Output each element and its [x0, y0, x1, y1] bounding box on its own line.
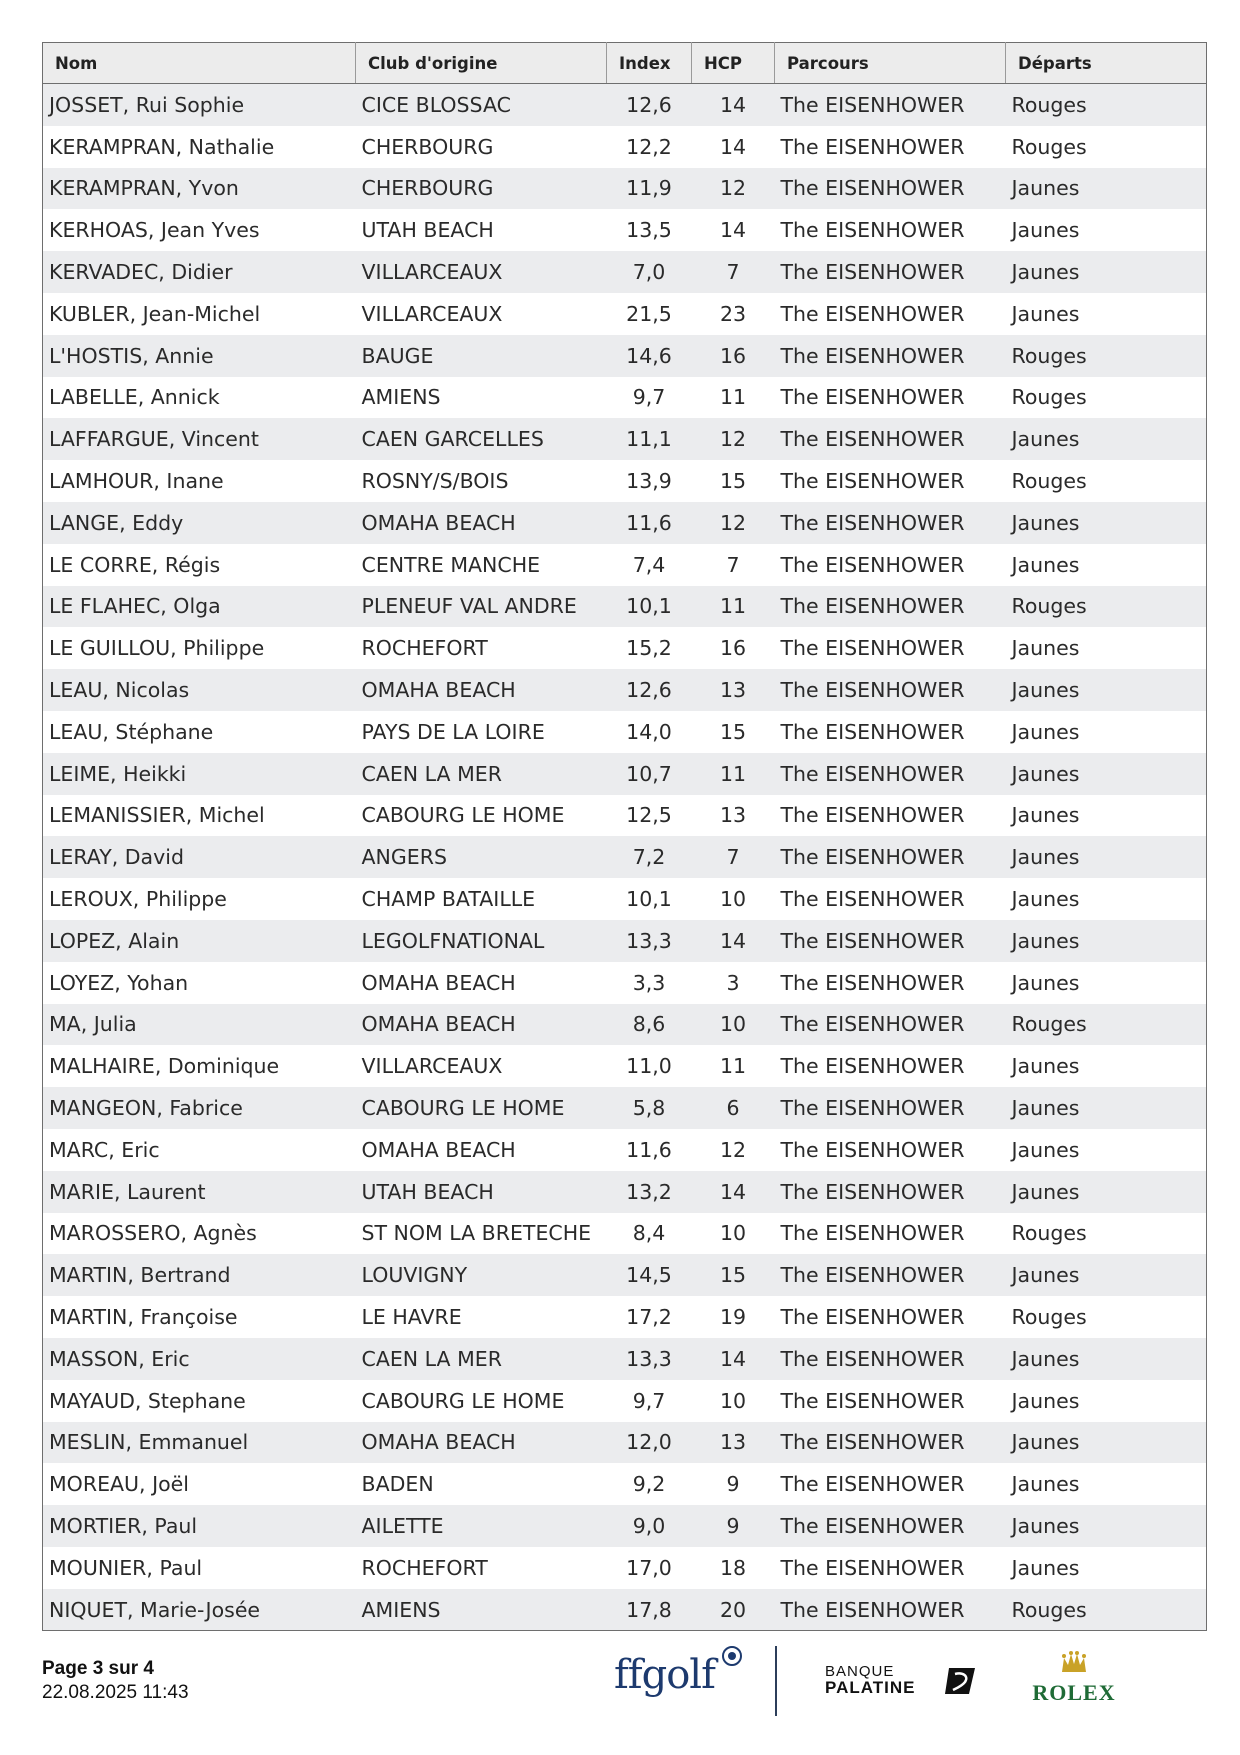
cell-club: AMIENS: [356, 1589, 607, 1631]
cell-hcp: 14: [692, 1171, 775, 1213]
cell-index: 12,6: [607, 84, 692, 126]
cell-club: CAEN LA MER: [356, 1338, 607, 1380]
table-row: [43, 418, 1207, 460]
cell-departs: Rouges: [1006, 1589, 1207, 1631]
cell-hcp: 12: [692, 418, 775, 460]
cell-club: PAYS DE LA LOIRE: [356, 711, 607, 753]
cell-nom: KERAMPRAN, Yvon: [43, 168, 356, 210]
cell-nom: LANGE, Eddy: [43, 502, 356, 544]
cell-index: 12,6: [607, 669, 692, 711]
cell-hcp: 14: [692, 920, 775, 962]
cell-index: 17,2: [607, 1296, 692, 1338]
cell-nom: MOUNIER, Paul: [43, 1547, 356, 1589]
column-header-parcours: Parcours: [775, 43, 1006, 84]
cell-parcours: The EISENHOWER: [775, 711, 1006, 753]
cell-departs: Rouges: [1006, 586, 1207, 628]
banque-logo-line1: BANQUE: [825, 1663, 895, 1680]
ffgolf-logo: [614, 1652, 715, 1698]
cell-departs: Jaunes: [1006, 711, 1207, 753]
cell-parcours: The EISENHOWER: [775, 878, 1006, 920]
cell-departs: Rouges: [1006, 335, 1207, 377]
cell-club: LEGOLFNATIONAL: [356, 920, 607, 962]
cell-club: OMAHA BEACH: [356, 1129, 607, 1171]
cell-club: CAEN LA MER: [356, 753, 607, 795]
table-row: [43, 209, 1207, 251]
cell-hcp: 10: [692, 1004, 775, 1046]
table-row: [43, 920, 1207, 962]
cell-index: 12,2: [607, 126, 692, 168]
cell-club: OMAHA BEACH: [356, 1004, 607, 1046]
cell-parcours: The EISENHOWER: [775, 126, 1006, 168]
cell-index: 12,0: [607, 1422, 692, 1464]
cell-parcours: The EISENHOWER: [775, 84, 1006, 126]
cell-hcp: 19: [692, 1296, 775, 1338]
cell-nom: LE FLAHEC, Olga: [43, 586, 356, 628]
cell-hcp: 11: [692, 377, 775, 419]
cell-hcp: 20: [692, 1589, 775, 1631]
cell-nom: MARTIN, Françoise: [43, 1296, 356, 1338]
cell-departs: Jaunes: [1006, 1463, 1207, 1505]
cell-nom: MARC, Eric: [43, 1129, 356, 1171]
cell-nom: LEAU, Stéphane: [43, 711, 356, 753]
cell-club: OMAHA BEACH: [356, 962, 607, 1004]
table-row: [43, 795, 1207, 837]
cell-departs: Rouges: [1006, 377, 1207, 419]
cell-hcp: 12: [692, 168, 775, 210]
cell-index: 7,4: [607, 544, 692, 586]
cell-departs: Jaunes: [1006, 1087, 1207, 1129]
cell-club: OMAHA BEACH: [356, 1422, 607, 1464]
cell-parcours: The EISENHOWER: [775, 168, 1006, 210]
cell-index: 9,2: [607, 1463, 692, 1505]
cell-parcours: The EISENHOWER: [775, 1296, 1006, 1338]
cell-index: 11,9: [607, 168, 692, 210]
cell-departs: Jaunes: [1006, 669, 1207, 711]
cell-hcp: 14: [692, 209, 775, 251]
cell-departs: Rouges: [1006, 460, 1207, 502]
cell-club: ROCHEFORT: [356, 1547, 607, 1589]
cell-departs: Rouges: [1006, 1296, 1207, 1338]
cell-index: 7,0: [607, 251, 692, 293]
cell-nom: LAFFARGUE, Vincent: [43, 418, 356, 460]
cell-club: BAUGE: [356, 335, 607, 377]
cell-nom: LEROUX, Philippe: [43, 878, 356, 920]
cell-nom: LEIME, Heikki: [43, 753, 356, 795]
cell-departs: Jaunes: [1006, 1045, 1207, 1087]
cell-departs: Jaunes: [1006, 502, 1207, 544]
cell-departs: Rouges: [1006, 1004, 1207, 1046]
table-row: [43, 377, 1207, 419]
palatine-emblem-icon: [943, 1666, 977, 1696]
table-row: [43, 84, 1207, 126]
column-header-departs: Départs: [1006, 43, 1207, 84]
cell-club: VILLARCEAUX: [356, 1045, 607, 1087]
cell-hcp: 14: [692, 1338, 775, 1380]
cell-parcours: The EISENHOWER: [775, 1254, 1006, 1296]
cell-index: 10,7: [607, 753, 692, 795]
cell-index: 21,5: [607, 293, 692, 335]
cell-club: CHERBOURG: [356, 126, 607, 168]
cell-nom: LE CORRE, Régis: [43, 544, 356, 586]
cell-departs: Jaunes: [1006, 753, 1207, 795]
cell-hcp: 13: [692, 1422, 775, 1464]
table-row: [43, 669, 1207, 711]
cell-club: ANGERS: [356, 836, 607, 878]
cell-parcours: The EISENHOWER: [775, 1045, 1006, 1087]
cell-departs: Jaunes: [1006, 418, 1207, 460]
cell-nom: MA, Julia: [43, 1004, 356, 1046]
table-row: [43, 544, 1207, 586]
cell-club: VILLARCEAUX: [356, 251, 607, 293]
cell-club: LE HAVRE: [356, 1296, 607, 1338]
cell-club: LOUVIGNY: [356, 1254, 607, 1296]
cell-nom: MARTIN, Bertrand: [43, 1254, 356, 1296]
cell-nom: MAYAUD, Stephane: [43, 1380, 356, 1422]
cell-parcours: The EISENHOWER: [775, 1087, 1006, 1129]
cell-hcp: 14: [692, 84, 775, 126]
cell-parcours: The EISENHOWER: [775, 836, 1006, 878]
table-row: [43, 836, 1207, 878]
print-date: 22.08.2025 11:43: [42, 1682, 189, 1703]
cell-hcp: 12: [692, 1129, 775, 1171]
cell-index: 17,0: [607, 1547, 692, 1589]
cell-hcp: 12: [692, 502, 775, 544]
cell-departs: Jaunes: [1006, 1129, 1207, 1171]
cell-hcp: 7: [692, 251, 775, 293]
cell-index: 5,8: [607, 1087, 692, 1129]
table-row: [43, 1171, 1207, 1213]
cell-index: 14,5: [607, 1254, 692, 1296]
cell-club: VILLARCEAUX: [356, 293, 607, 335]
cell-hcp: 15: [692, 1254, 775, 1296]
table-row: [43, 1087, 1207, 1129]
table-row: [43, 126, 1207, 168]
table-row: [43, 1045, 1207, 1087]
cell-index: 9,7: [607, 1380, 692, 1422]
cell-departs: Jaunes: [1006, 1254, 1207, 1296]
table-row: [43, 753, 1207, 795]
table-row: [43, 1296, 1207, 1338]
cell-nom: MANGEON, Fabrice: [43, 1087, 356, 1129]
cell-departs: Jaunes: [1006, 1422, 1207, 1464]
cell-index: 11,6: [607, 502, 692, 544]
cell-parcours: The EISENHOWER: [775, 795, 1006, 837]
cell-nom: LOPEZ, Alain: [43, 920, 356, 962]
cell-departs: Rouges: [1006, 1213, 1207, 1255]
cell-parcours: The EISENHOWER: [775, 251, 1006, 293]
cell-index: 10,1: [607, 878, 692, 920]
cell-nom: KUBLER, Jean-Michel: [43, 293, 356, 335]
table-row: [43, 168, 1207, 210]
table-row: [43, 627, 1207, 669]
cell-index: 8,6: [607, 1004, 692, 1046]
page-number: Page 3 sur 4: [42, 1658, 154, 1679]
table-row: [43, 962, 1207, 1004]
crown-icon: [1059, 1650, 1089, 1674]
cell-index: 13,5: [607, 209, 692, 251]
cell-departs: Rouges: [1006, 84, 1207, 126]
cell-nom: MASSON, Eric: [43, 1338, 356, 1380]
cell-nom: MESLIN, Emmanuel: [43, 1422, 356, 1464]
cell-hcp: 18: [692, 1547, 775, 1589]
cell-club: AILETTE: [356, 1505, 607, 1547]
cell-parcours: The EISENHOWER: [775, 377, 1006, 419]
table-row: [43, 1547, 1207, 1589]
cell-club: ROCHEFORT: [356, 627, 607, 669]
column-header-index: Index: [607, 43, 692, 84]
cell-club: CABOURG LE HOME: [356, 1087, 607, 1129]
cell-club: CHAMP BATAILLE: [356, 878, 607, 920]
cell-index: 9,7: [607, 377, 692, 419]
cell-nom: L'HOSTIS, Annie: [43, 335, 356, 377]
cell-parcours: The EISENHOWER: [775, 1338, 1006, 1380]
cell-club: CENTRE MANCHE: [356, 544, 607, 586]
table-row: [43, 878, 1207, 920]
rolex-logo: [1028, 1650, 1120, 1706]
cell-nom: JOSSET, Rui Sophie: [43, 84, 356, 126]
cell-index: 13,3: [607, 1338, 692, 1380]
cell-index: 15,2: [607, 627, 692, 669]
cell-parcours: The EISENHOWER: [775, 1589, 1006, 1631]
cell-index: 11,1: [607, 418, 692, 460]
table-row: [43, 502, 1207, 544]
table-row: [43, 1589, 1207, 1631]
cell-hcp: 7: [692, 836, 775, 878]
cell-hcp: 15: [692, 711, 775, 753]
cell-club: UTAH BEACH: [356, 1171, 607, 1213]
cell-nom: LEMANISSIER, Michel: [43, 795, 356, 837]
cell-departs: Jaunes: [1006, 627, 1207, 669]
cell-club: CHERBOURG: [356, 168, 607, 210]
cell-departs: Jaunes: [1006, 878, 1207, 920]
table-row: [43, 1380, 1207, 1422]
players-table: [42, 42, 1207, 1631]
cell-hcp: 10: [692, 878, 775, 920]
cell-club: CAEN GARCELLES: [356, 418, 607, 460]
cell-club: CICE BLOSSAC: [356, 84, 607, 126]
cell-nom: KERHOAS, Jean Yves: [43, 209, 356, 251]
cell-parcours: The EISENHOWER: [775, 586, 1006, 628]
table-row: [43, 1254, 1207, 1296]
cell-club: PLENEUF VAL ANDRE: [356, 586, 607, 628]
cell-parcours: The EISENHOWER: [775, 418, 1006, 460]
cell-hcp: 16: [692, 335, 775, 377]
cell-nom: KERVADEC, Didier: [43, 251, 356, 293]
cell-hcp: 23: [692, 293, 775, 335]
cell-nom: LAMHOUR, Inane: [43, 460, 356, 502]
cell-parcours: The EISENHOWER: [775, 1129, 1006, 1171]
table-row: [43, 1338, 1207, 1380]
cell-departs: Jaunes: [1006, 795, 1207, 837]
cell-nom: LERAY, David: [43, 836, 356, 878]
logo-divider: [775, 1646, 777, 1716]
cell-nom: MARIE, Laurent: [43, 1171, 356, 1213]
cell-nom: KERAMPRAN, Nathalie: [43, 126, 356, 168]
cell-hcp: 11: [692, 586, 775, 628]
cell-club: OMAHA BEACH: [356, 669, 607, 711]
table-row: [43, 293, 1207, 335]
cell-parcours: The EISENHOWER: [775, 502, 1006, 544]
cell-club: BADEN: [356, 1463, 607, 1505]
cell-hcp: 11: [692, 753, 775, 795]
cell-hcp: 13: [692, 669, 775, 711]
cell-parcours: The EISENHOWER: [775, 1547, 1006, 1589]
cell-nom: MORTIER, Paul: [43, 1505, 356, 1547]
cell-club: UTAH BEACH: [356, 209, 607, 251]
cell-parcours: The EISENHOWER: [775, 1380, 1006, 1422]
rolex-wordmark: ROLEX: [1032, 1680, 1116, 1705]
cell-hcp: 7: [692, 544, 775, 586]
cell-index: 9,0: [607, 1505, 692, 1547]
table-body: [43, 84, 1207, 1631]
cell-index: 3,3: [607, 962, 692, 1004]
cell-parcours: The EISENHOWER: [775, 460, 1006, 502]
table-row: [43, 711, 1207, 753]
cell-parcours: The EISENHOWER: [775, 1004, 1006, 1046]
cell-departs: Jaunes: [1006, 1547, 1207, 1589]
cell-departs: Jaunes: [1006, 544, 1207, 586]
banque-logo-line2: PALATINE: [825, 1678, 916, 1697]
cell-index: 13,9: [607, 460, 692, 502]
table-row: [43, 251, 1207, 293]
column-header-hcp: HCP: [692, 43, 775, 84]
cell-club: ST NOM LA BRETECHE: [356, 1213, 607, 1255]
cell-nom: MALHAIRE, Dominique: [43, 1045, 356, 1087]
cell-departs: Rouges: [1006, 126, 1207, 168]
cell-hcp: 15: [692, 460, 775, 502]
cell-departs: Jaunes: [1006, 1171, 1207, 1213]
ffgolf-logo-text: ffgolf: [614, 1652, 715, 1698]
cell-hcp: 10: [692, 1213, 775, 1255]
cell-club: ROSNY/S/BOIS: [356, 460, 607, 502]
cell-parcours: The EISENHOWER: [775, 1505, 1006, 1547]
table-row: [43, 460, 1207, 502]
cell-parcours: The EISENHOWER: [775, 1463, 1006, 1505]
cell-index: 14,6: [607, 335, 692, 377]
cell-hcp: 16: [692, 627, 775, 669]
cell-club: AMIENS: [356, 377, 607, 419]
cell-index: 13,2: [607, 1171, 692, 1213]
cell-hcp: 14: [692, 126, 775, 168]
cell-parcours: The EISENHOWER: [775, 209, 1006, 251]
cell-parcours: The EISENHOWER: [775, 1213, 1006, 1255]
banque-palatine-logo: [825, 1664, 915, 1696]
cell-hcp: 6: [692, 1087, 775, 1129]
cell-hcp: 10: [692, 1380, 775, 1422]
cell-index: 14,0: [607, 711, 692, 753]
cell-club: OMAHA BEACH: [356, 502, 607, 544]
cell-parcours: The EISENHOWER: [775, 669, 1006, 711]
cell-parcours: The EISENHOWER: [775, 335, 1006, 377]
table-row: [43, 1213, 1207, 1255]
cell-nom: NIQUET, Marie-Josée: [43, 1589, 356, 1631]
table-row: [43, 586, 1207, 628]
cell-nom: LE GUILLOU, Philippe: [43, 627, 356, 669]
cell-club: CABOURG LE HOME: [356, 795, 607, 837]
cell-hcp: 13: [692, 795, 775, 837]
cell-departs: Jaunes: [1006, 209, 1207, 251]
table-row: [43, 1004, 1207, 1046]
cell-departs: Jaunes: [1006, 962, 1207, 1004]
cell-nom: MAROSSERO, Agnès: [43, 1213, 356, 1255]
table-row: [43, 1129, 1207, 1171]
cell-index: 8,4: [607, 1213, 692, 1255]
cell-index: 13,3: [607, 920, 692, 962]
cell-nom: LEAU, Nicolas: [43, 669, 356, 711]
table-row: [43, 1463, 1207, 1505]
table-row: [43, 1505, 1207, 1547]
column-header-club: Club d'origine: [356, 43, 607, 84]
cell-hcp: 9: [692, 1463, 775, 1505]
cell-parcours: The EISENHOWER: [775, 1422, 1006, 1464]
cell-departs: Jaunes: [1006, 836, 1207, 878]
cell-departs: Jaunes: [1006, 1380, 1207, 1422]
table-row: [43, 1422, 1207, 1464]
registered-mark-icon: [722, 1646, 742, 1666]
cell-parcours: The EISENHOWER: [775, 920, 1006, 962]
cell-hcp: 3: [692, 962, 775, 1004]
cell-index: 11,0: [607, 1045, 692, 1087]
cell-departs: Jaunes: [1006, 293, 1207, 335]
cell-parcours: The EISENHOWER: [775, 962, 1006, 1004]
cell-club: CABOURG LE HOME: [356, 1380, 607, 1422]
cell-departs: Jaunes: [1006, 920, 1207, 962]
cell-index: 10,1: [607, 586, 692, 628]
cell-hcp: 11: [692, 1045, 775, 1087]
cell-nom: LABELLE, Annick: [43, 377, 356, 419]
cell-hcp: 9: [692, 1505, 775, 1547]
cell-departs: Jaunes: [1006, 1338, 1207, 1380]
cell-departs: Jaunes: [1006, 251, 1207, 293]
cell-parcours: The EISENHOWER: [775, 544, 1006, 586]
cell-departs: Jaunes: [1006, 168, 1207, 210]
cell-departs: Jaunes: [1006, 1505, 1207, 1547]
cell-index: 11,6: [607, 1129, 692, 1171]
cell-parcours: The EISENHOWER: [775, 627, 1006, 669]
cell-parcours: The EISENHOWER: [775, 293, 1006, 335]
column-header-nom: Nom: [43, 43, 356, 84]
cell-nom: LOYEZ, Yohan: [43, 962, 356, 1004]
table-row: [43, 335, 1207, 377]
cell-parcours: The EISENHOWER: [775, 1171, 1006, 1213]
cell-parcours: The EISENHOWER: [775, 753, 1006, 795]
cell-index: 12,5: [607, 795, 692, 837]
cell-nom: MOREAU, Joël: [43, 1463, 356, 1505]
table-header-row: [43, 43, 1207, 84]
cell-index: 17,8: [607, 1589, 692, 1631]
cell-index: 7,2: [607, 836, 692, 878]
